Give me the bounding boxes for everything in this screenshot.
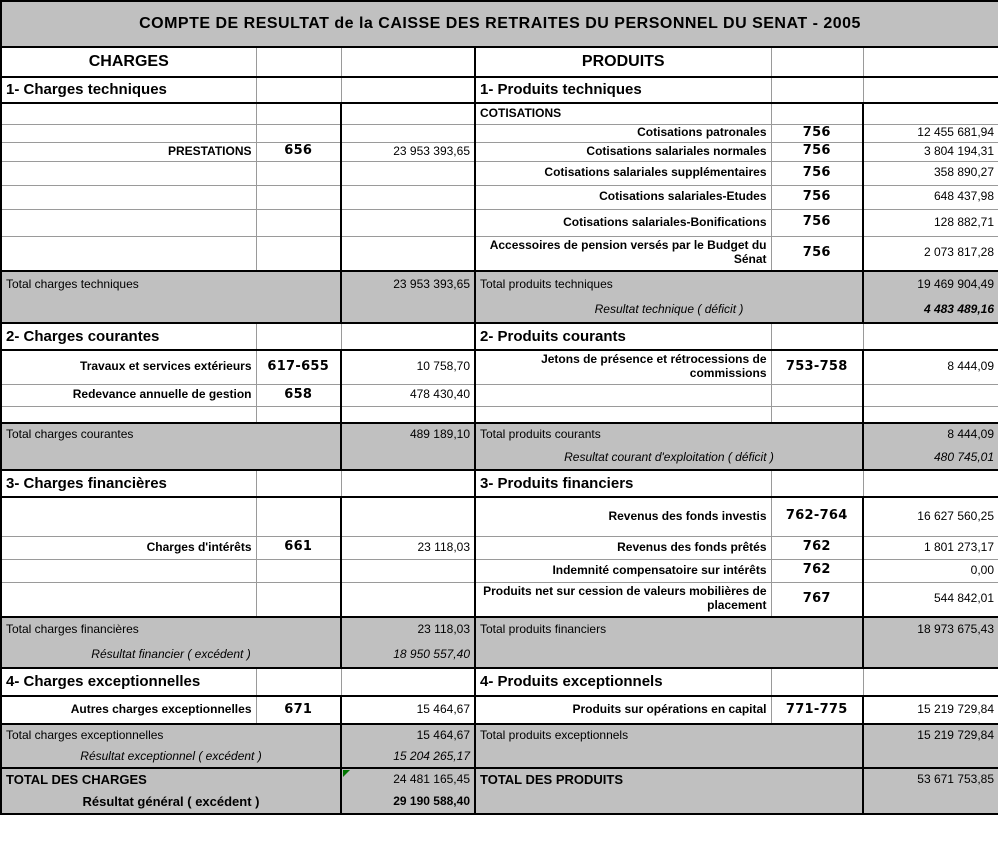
total-des-charges-value-cell (341, 768, 475, 791)
empty-cell (863, 77, 998, 103)
empty-cell (256, 185, 341, 209)
empty-cell (1, 185, 256, 209)
section3-charges-title: 3- Charges financières (1, 470, 256, 497)
produits-operations-capital-code: 771-775 (771, 696, 863, 724)
total-des-produits-label: TOTAL DES PRODUITS (475, 768, 863, 791)
total-charges-exceptionnelles-value: 15 464,67 (341, 724, 475, 746)
empty-cell (863, 323, 998, 350)
redevance-gestion-label: Redevance annuelle de gestion (1, 384, 256, 406)
section1-resultat-row (1, 298, 998, 323)
empty-cell (475, 406, 771, 423)
revenus-fonds-pretes-label: Revenus des fonds prêtés (475, 536, 771, 559)
grand-resultat-row (1, 791, 998, 814)
total-produits-courants-label: Total produits courants (475, 423, 863, 446)
column-header-row (1, 47, 998, 77)
empty-cell (1, 209, 256, 236)
section4-produits-title: 4- Produits exceptionnels (475, 668, 771, 696)
travaux-services-label: Travaux et services extérieurs (1, 350, 256, 384)
cotisations-supplementaires-code: 756 (771, 161, 863, 185)
empty-cell (475, 746, 863, 768)
jetons-presence-code: 753-758 (771, 350, 863, 384)
empty-cell (341, 298, 475, 323)
prestations-label: PRESTATIONS (1, 142, 256, 161)
empty-cell (256, 559, 341, 582)
empty-cell (863, 746, 998, 768)
cotisations-bonifications-label: Cotisations salariales-Bonifications (475, 209, 771, 236)
empty-cell (256, 161, 341, 185)
cotisations-normales-code: 756 (771, 142, 863, 161)
total-produits-techniques-value: 19 469 904,49 (863, 271, 998, 298)
empty-cell (771, 103, 863, 124)
empty-cell (1, 406, 256, 423)
empty-cell (341, 124, 475, 142)
empty-cell (256, 470, 341, 497)
empty-cell (771, 384, 863, 406)
empty-cell (771, 77, 863, 103)
table-row (1, 185, 998, 209)
empty-cell (771, 406, 863, 423)
grand-total-row (1, 768, 998, 791)
empty-cell (341, 77, 475, 103)
total-des-charges-label: TOTAL DES CHARGES (1, 768, 341, 791)
travaux-services-value: 10 758,70 (341, 350, 475, 384)
cotisations-bonifications-value: 128 882,71 (863, 209, 998, 236)
resultat-financier-label: Résultat financier ( excédent ) (1, 642, 341, 668)
resultat-exceptionnel-value: 15 204 265,17 (341, 746, 475, 768)
table-row (1, 582, 998, 617)
resultat-technique-value: 4 483 489,16 (863, 298, 998, 323)
empty-cell (771, 470, 863, 497)
section2-header-row (1, 323, 998, 350)
section4-header-row (1, 668, 998, 696)
produits-operations-capital-value: 15 219 729,84 (863, 696, 998, 724)
cotisations-patronales-label: Cotisations patronales (475, 124, 771, 142)
empty-cell (863, 470, 998, 497)
section4-total-row (1, 724, 998, 746)
empty-cell (256, 236, 341, 271)
empty-cell (256, 406, 341, 423)
travaux-services-code: 617-655 (256, 350, 341, 384)
charges-header: CHARGES (1, 47, 256, 77)
table-row (1, 103, 998, 124)
empty-cell (341, 446, 475, 470)
cotisations-supplementaires-value: 358 890,27 (863, 161, 998, 185)
revenus-fonds-investis-label: Revenus des fonds investis (475, 497, 771, 536)
total-des-produits-value: 53 671 753,85 (863, 768, 998, 791)
empty-cell (863, 384, 998, 406)
empty-cell (863, 642, 998, 668)
accessoires-pension-value: 2 073 817,28 (863, 236, 998, 271)
table-row (1, 497, 998, 536)
cell-note-triangle (343, 770, 350, 777)
total-charges-exceptionnelles-label: Total charges exceptionnelles (1, 724, 341, 746)
cotisations-supplementaires-label: Cotisations salariales supplémentaires (475, 161, 771, 185)
cotisations-etudes-code: 756 (771, 185, 863, 209)
table-row (1, 559, 998, 582)
jetons-presence-value: 8 444,09 (863, 350, 998, 384)
empty-cell (256, 323, 341, 350)
empty-cell (341, 406, 475, 423)
section1-header-row (1, 77, 998, 103)
cotisations-patronales-value: 12 455 681,94 (863, 124, 998, 142)
section1-total-row (1, 271, 998, 298)
empty-cell (863, 791, 998, 814)
resultat-financier-value: 18 950 557,40 (341, 642, 475, 668)
charges-interets-label: Charges d'intérêts (1, 536, 256, 559)
jetons-presence-label: Jetons de présence et rétrocessions de commissions (475, 350, 771, 384)
prestations-value: 23 953 393,65 (341, 142, 475, 161)
resultat-courant-value: 480 745,01 (863, 446, 998, 470)
section3-produits-title: 3- Produits financiers (475, 470, 771, 497)
total-charges-courantes-label: Total charges courantes (1, 423, 341, 446)
revenus-fonds-pretes-code: 762 (771, 536, 863, 559)
accessoires-pension-label: Accessoires de pension versés par le Budget du Sénat (475, 236, 771, 271)
prestations-code: 656 (256, 142, 341, 161)
empty-cell (1, 559, 256, 582)
section1-produits-title: 1- Produits techniques (475, 77, 771, 103)
table-row (1, 236, 998, 271)
empty-cell (256, 668, 341, 696)
empty-cell (1, 298, 341, 323)
resultat-exceptionnel-label: Résultat exceptionnel ( excédent ) (1, 746, 341, 768)
section3-total-row (1, 617, 998, 642)
empty-cell (1, 236, 256, 271)
total-produits-techniques-label: Total produits techniques (475, 271, 863, 298)
redevance-gestion-value: 478 430,40 (341, 384, 475, 406)
total-charges-techniques-label: Total charges techniques (1, 271, 341, 298)
empty-cell (341, 236, 475, 271)
table-row (1, 384, 998, 406)
section1-charges-title: 1- Charges techniques (1, 77, 256, 103)
section4-resultat-row (1, 746, 998, 768)
document-title: COMPTE DE RESULTAT de la CAISSE DES RETRAITES DU PERSONNEL DU SENAT - 2005 (1, 1, 998, 47)
section2-resultat-row (1, 446, 998, 470)
empty-cell (1, 582, 256, 617)
empty-cell (256, 497, 341, 536)
revenus-fonds-investis-code: 762-764 (771, 497, 863, 536)
total-produits-exceptionnels-label: Total produits exceptionnels (475, 724, 863, 746)
total-charges-financieres-label: Total charges financières (1, 617, 341, 642)
empty-cell (341, 559, 475, 582)
section2-total-row (1, 423, 998, 446)
empty-cell (771, 668, 863, 696)
total-charges-financieres-value: 23 118,03 (341, 617, 475, 642)
cotisations-group-header: COTISATIONS (475, 103, 771, 124)
empty-cell (863, 47, 998, 77)
charges-interets-code: 661 (256, 536, 341, 559)
section3-resultat-row (1, 642, 998, 668)
empty-cell (1, 103, 256, 124)
indemnite-compensatoire-code: 762 (771, 559, 863, 582)
section3-header-row (1, 470, 998, 497)
empty-cell (341, 470, 475, 497)
empty-cell (1, 124, 256, 142)
autres-charges-exceptionnelles-label: Autres charges exceptionnelles (1, 696, 256, 724)
produits-header: PRODUITS (475, 47, 771, 77)
table-row (1, 536, 998, 559)
empty-cell (475, 642, 863, 668)
empty-cell (863, 103, 998, 124)
cotisations-etudes-value: 648 437,98 (863, 185, 998, 209)
empty-cell (341, 497, 475, 536)
table-row (1, 406, 998, 423)
cotisations-etudes-label: Cotisations salariales-Etudes (475, 185, 771, 209)
total-produits-courants-value: 8 444,09 (863, 423, 998, 446)
indemnite-compensatoire-value: 0,00 (863, 559, 998, 582)
table-row (1, 142, 998, 161)
empty-cell (341, 103, 475, 124)
table-row (1, 209, 998, 236)
total-charges-courantes-value: 489 189,10 (341, 423, 475, 446)
empty-cell (475, 384, 771, 406)
total-produits-financiers-label: Total produits financiers (475, 617, 863, 642)
empty-cell (341, 47, 475, 77)
empty-cell (341, 161, 475, 185)
accessoires-pension-code: 756 (771, 236, 863, 271)
resultat-technique-label: Resultat technique ( déficit ) (475, 298, 863, 323)
cotisations-patronales-code: 756 (771, 124, 863, 142)
empty-cell (863, 668, 998, 696)
title-row (1, 1, 998, 47)
empty-cell (1, 497, 256, 536)
empty-cell (341, 323, 475, 350)
resultat-general-value: 29 190 588,40 (341, 791, 475, 814)
produits-operations-capital-label: Produits sur opérations en capital (475, 696, 771, 724)
empty-cell (256, 124, 341, 142)
empty-cell (256, 47, 341, 77)
empty-cell (1, 446, 341, 470)
charges-interets-value: 23 118,03 (341, 536, 475, 559)
empty-cell (341, 668, 475, 696)
total-produits-exceptionnels-value: 15 219 729,84 (863, 724, 998, 746)
section4-charges-title: 4- Charges exceptionnelles (1, 668, 256, 696)
section2-produits-title: 2- Produits courants (475, 323, 771, 350)
empty-cell (341, 209, 475, 236)
empty-cell (1, 161, 256, 185)
autres-charges-exceptionnelles-code: 671 (256, 696, 341, 724)
revenus-fonds-pretes-value: 1 801 273,17 (863, 536, 998, 559)
cotisations-normales-label: Cotisations salariales normales (475, 142, 771, 161)
cotisations-bonifications-code: 756 (771, 209, 863, 236)
total-produits-financiers-value: 18 973 675,43 (863, 617, 998, 642)
produits-cession-vmp-code: 767 (771, 582, 863, 617)
table-row (1, 350, 998, 384)
cotisations-normales-value: 3 804 194,31 (863, 142, 998, 161)
empty-cell (863, 406, 998, 423)
resultat-general-label: Résultat général ( excédent ) (1, 791, 341, 814)
total-des-charges-value: 24 481 165,45 (393, 772, 470, 787)
empty-cell (341, 185, 475, 209)
empty-cell (256, 77, 341, 103)
resultat-courant-label: Resultat courant d'exploitation ( déficit ) (475, 446, 863, 470)
table-row (1, 696, 998, 724)
empty-cell (771, 47, 863, 77)
empty-cell (256, 209, 341, 236)
empty-cell (256, 103, 341, 124)
autres-charges-exceptionnelles-value: 15 464,67 (341, 696, 475, 724)
empty-cell (771, 323, 863, 350)
produits-cession-vmp-value: 544 842,01 (863, 582, 998, 617)
redevance-gestion-code: 658 (256, 384, 341, 406)
empty-cell (475, 791, 863, 814)
table-row (1, 161, 998, 185)
total-charges-techniques-value: 23 953 393,65 (341, 271, 475, 298)
produits-cession-vmp-label: Produits net sur cession de valeurs mobilières de placement (475, 582, 771, 617)
revenus-fonds-investis-value: 16 627 560,25 (863, 497, 998, 536)
section2-charges-title: 2- Charges courantes (1, 323, 256, 350)
empty-cell (341, 582, 475, 617)
indemnite-compensatoire-label: Indemnité compensatoire sur intérêts (475, 559, 771, 582)
empty-cell (256, 582, 341, 617)
table-row (1, 124, 998, 142)
